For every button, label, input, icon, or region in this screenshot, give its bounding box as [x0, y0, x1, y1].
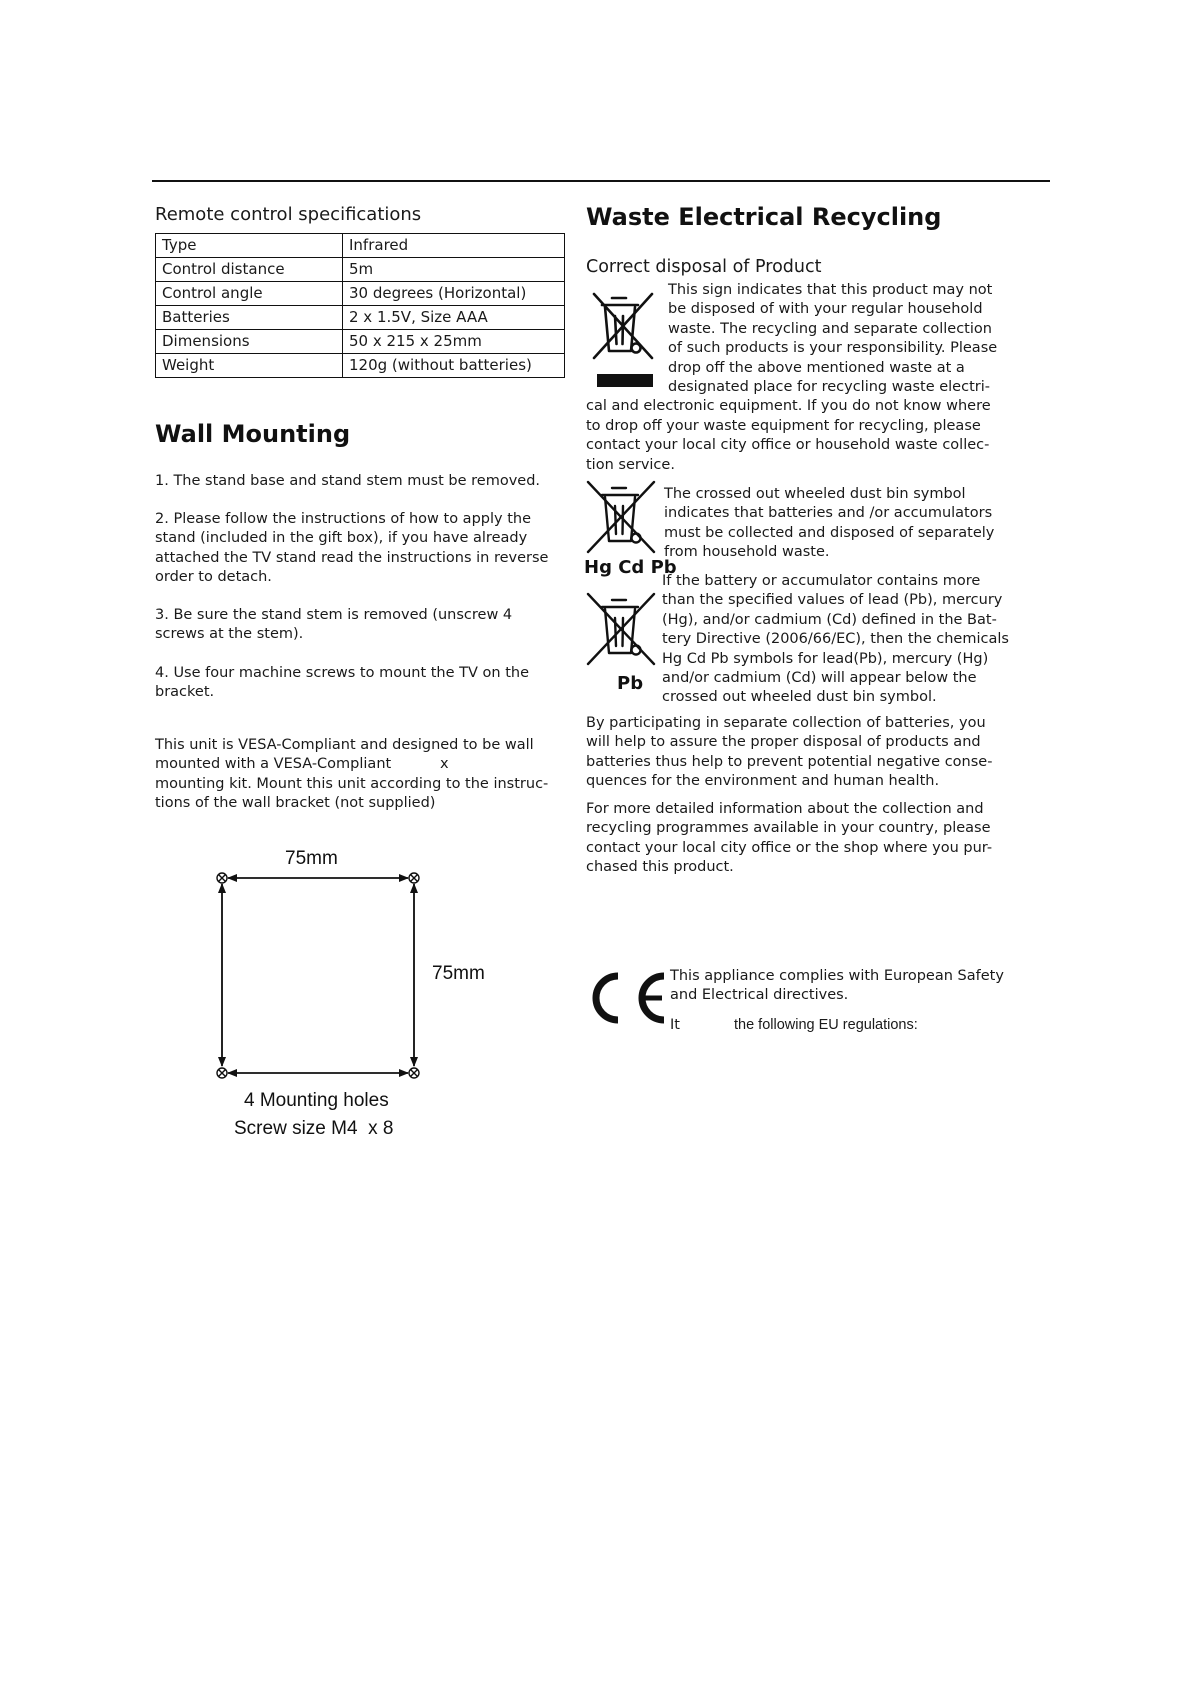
ce-it: It	[670, 1017, 680, 1033]
text-line: and Electrical directives.	[670, 987, 849, 1004]
wall-step-1: 1. The stand base and stand stem must be removed.	[155, 473, 541, 489]
spec-label: Batteries	[156, 306, 343, 330]
text-line: (Hg), and/or cadmium (Cd) defined in the Bat-	[662, 611, 997, 628]
mounting-hole-diagram	[150, 850, 550, 1200]
vesa-line: mounting kit. Mount this unit according to the instruc-	[155, 775, 549, 792]
text-line: recycling programmes available in your country, please	[586, 820, 991, 837]
ce-paragraph	[670, 967, 1040, 1006]
spec-label: Control distance	[156, 258, 343, 282]
table-row	[156, 330, 565, 354]
screw-size-label: Screw size M4 x 8	[234, 1118, 394, 1139]
text-line: crossed out wheeled dust bin symbol.	[662, 689, 937, 706]
more-info-paragraph	[586, 800, 1016, 878]
table-row	[156, 234, 565, 258]
text-line: must be collected and disposed of separately	[664, 524, 995, 541]
spec-value: 50 x 215 x 25mm	[343, 330, 565, 354]
spec-value: 2 x 1.5V, Size AAA	[343, 306, 565, 330]
text-line: and/or cadmium (Cd) will appear below the	[662, 670, 977, 687]
mounting-hole-icon	[409, 1068, 419, 1078]
spec-value: 5m	[343, 258, 565, 282]
text-line: from household waste.	[664, 544, 830, 561]
text-line: drop off the above mentioned waste at a	[668, 359, 965, 376]
mounting-hole-icon	[409, 873, 419, 883]
text-line: indicates that batteries and /or accumulators	[664, 505, 993, 522]
text-line: batteries thus help to prevent potential negative conse-	[586, 753, 993, 770]
text-line: will help to assure the proper disposal of products and	[586, 734, 981, 751]
text-line: contact your local city office or the shop where you pur-	[586, 839, 993, 856]
pb-label: Pb	[617, 673, 644, 694]
waste-subheading: Correct disposal of Product	[586, 257, 822, 277]
chemical-paragraph	[662, 572, 1032, 708]
text-line: than the specified values of lead (Pb), mercury	[662, 592, 1003, 609]
vesa-paragraph	[155, 736, 565, 814]
text-line: tery Directive (2006/66/EC), then the chemicals	[662, 631, 1009, 648]
text-line: The crossed out wheeled dust bin symbol	[664, 486, 966, 502]
ce-mark-icon	[588, 968, 670, 1028]
height-label: 75mm	[432, 963, 485, 984]
vesa-line: tions of the wall bracket (not supplied)	[155, 795, 436, 812]
text-line: to drop off your waste equipment for recycling, please	[586, 417, 981, 434]
wall-step-2: 2. Please follow the instructions of how to apply the stand (included in the gift box), if you have already attached the TV stand read the instructions in reverse order to detach.	[155, 511, 549, 586]
spec-value: Infrared	[343, 234, 565, 258]
weee-paragraph	[586, 281, 1016, 475]
text-line: For more detailed information about the collection and	[586, 801, 984, 817]
text-line: quences for the environment and human health.	[586, 773, 940, 790]
battery-bin-icon	[584, 478, 660, 562]
participation-paragraph	[586, 714, 1016, 792]
mounting-hole-icon	[217, 1068, 227, 1078]
vesa-x: x	[440, 756, 449, 773]
vesa-line: mounted with a VESA-Compliant	[155, 756, 392, 773]
ce-regulations: the following EU regulations:	[734, 1017, 918, 1033]
spec-label: Dimensions	[156, 330, 343, 354]
spec-value: 120g (without batteries)	[343, 354, 565, 378]
spec-label: Weight	[156, 354, 343, 378]
width-label: 75mm	[285, 848, 338, 869]
text-line: contact your local city office or household waste collec-	[586, 437, 990, 454]
spec-label: Control angle	[156, 282, 343, 306]
text-line: of such products is your responsibility. Please	[668, 340, 998, 357]
text-line: If the battery or accumulator contains more	[662, 573, 981, 589]
text-line: By participating in separate collection of batteries, you	[586, 715, 986, 731]
spec-value: 30 degrees (Horizontal)	[343, 282, 565, 306]
table-row	[156, 282, 565, 306]
table-row	[156, 306, 565, 330]
text-line: This sign indicates that this product may not	[668, 282, 993, 298]
text-line: be disposed of with your regular household	[668, 301, 983, 318]
text-line: Hg Cd Pb symbols for lead(Pb), mercury (Hg)	[662, 650, 989, 667]
pb-bin-icon	[584, 590, 660, 674]
wall-step-4: 4. Use four machine screws to mount the TV on the bracket.	[155, 665, 530, 701]
holes-label: 4 Mounting holes	[244, 1090, 389, 1111]
waste-heading: Waste Electrical Recycling	[586, 203, 942, 231]
vesa-line: This unit is VESA-Compliant and designed to be wall	[155, 737, 534, 753]
text-line: cal and electronic equipment. If you do not know where	[586, 398, 991, 415]
wall-mounting-heading: Wall Mounting	[155, 420, 351, 448]
spec-label: Type	[156, 234, 343, 258]
table-row	[156, 258, 565, 282]
remote-specs-title: Remote control specifications	[155, 204, 422, 225]
text-line: This appliance complies with European Safety	[670, 968, 1004, 984]
remote-specs-table	[155, 233, 565, 378]
hg-cd-pb-label: Hg Cd Pb	[584, 557, 677, 578]
wall-step-3: 3. Be sure the stand stem is removed (unscrew 4 screws at the stem).	[155, 607, 513, 643]
text-line: designated place for recycling waste electri-	[668, 379, 990, 396]
text-line: chased this product.	[586, 859, 734, 876]
top-rule	[152, 180, 1050, 182]
mounting-hole-icon	[217, 873, 227, 883]
table-row	[156, 354, 565, 378]
text-line: tion service.	[586, 456, 675, 473]
battery-paragraph	[664, 485, 1024, 563]
text-line: waste. The recycling and separate collection	[668, 320, 992, 337]
